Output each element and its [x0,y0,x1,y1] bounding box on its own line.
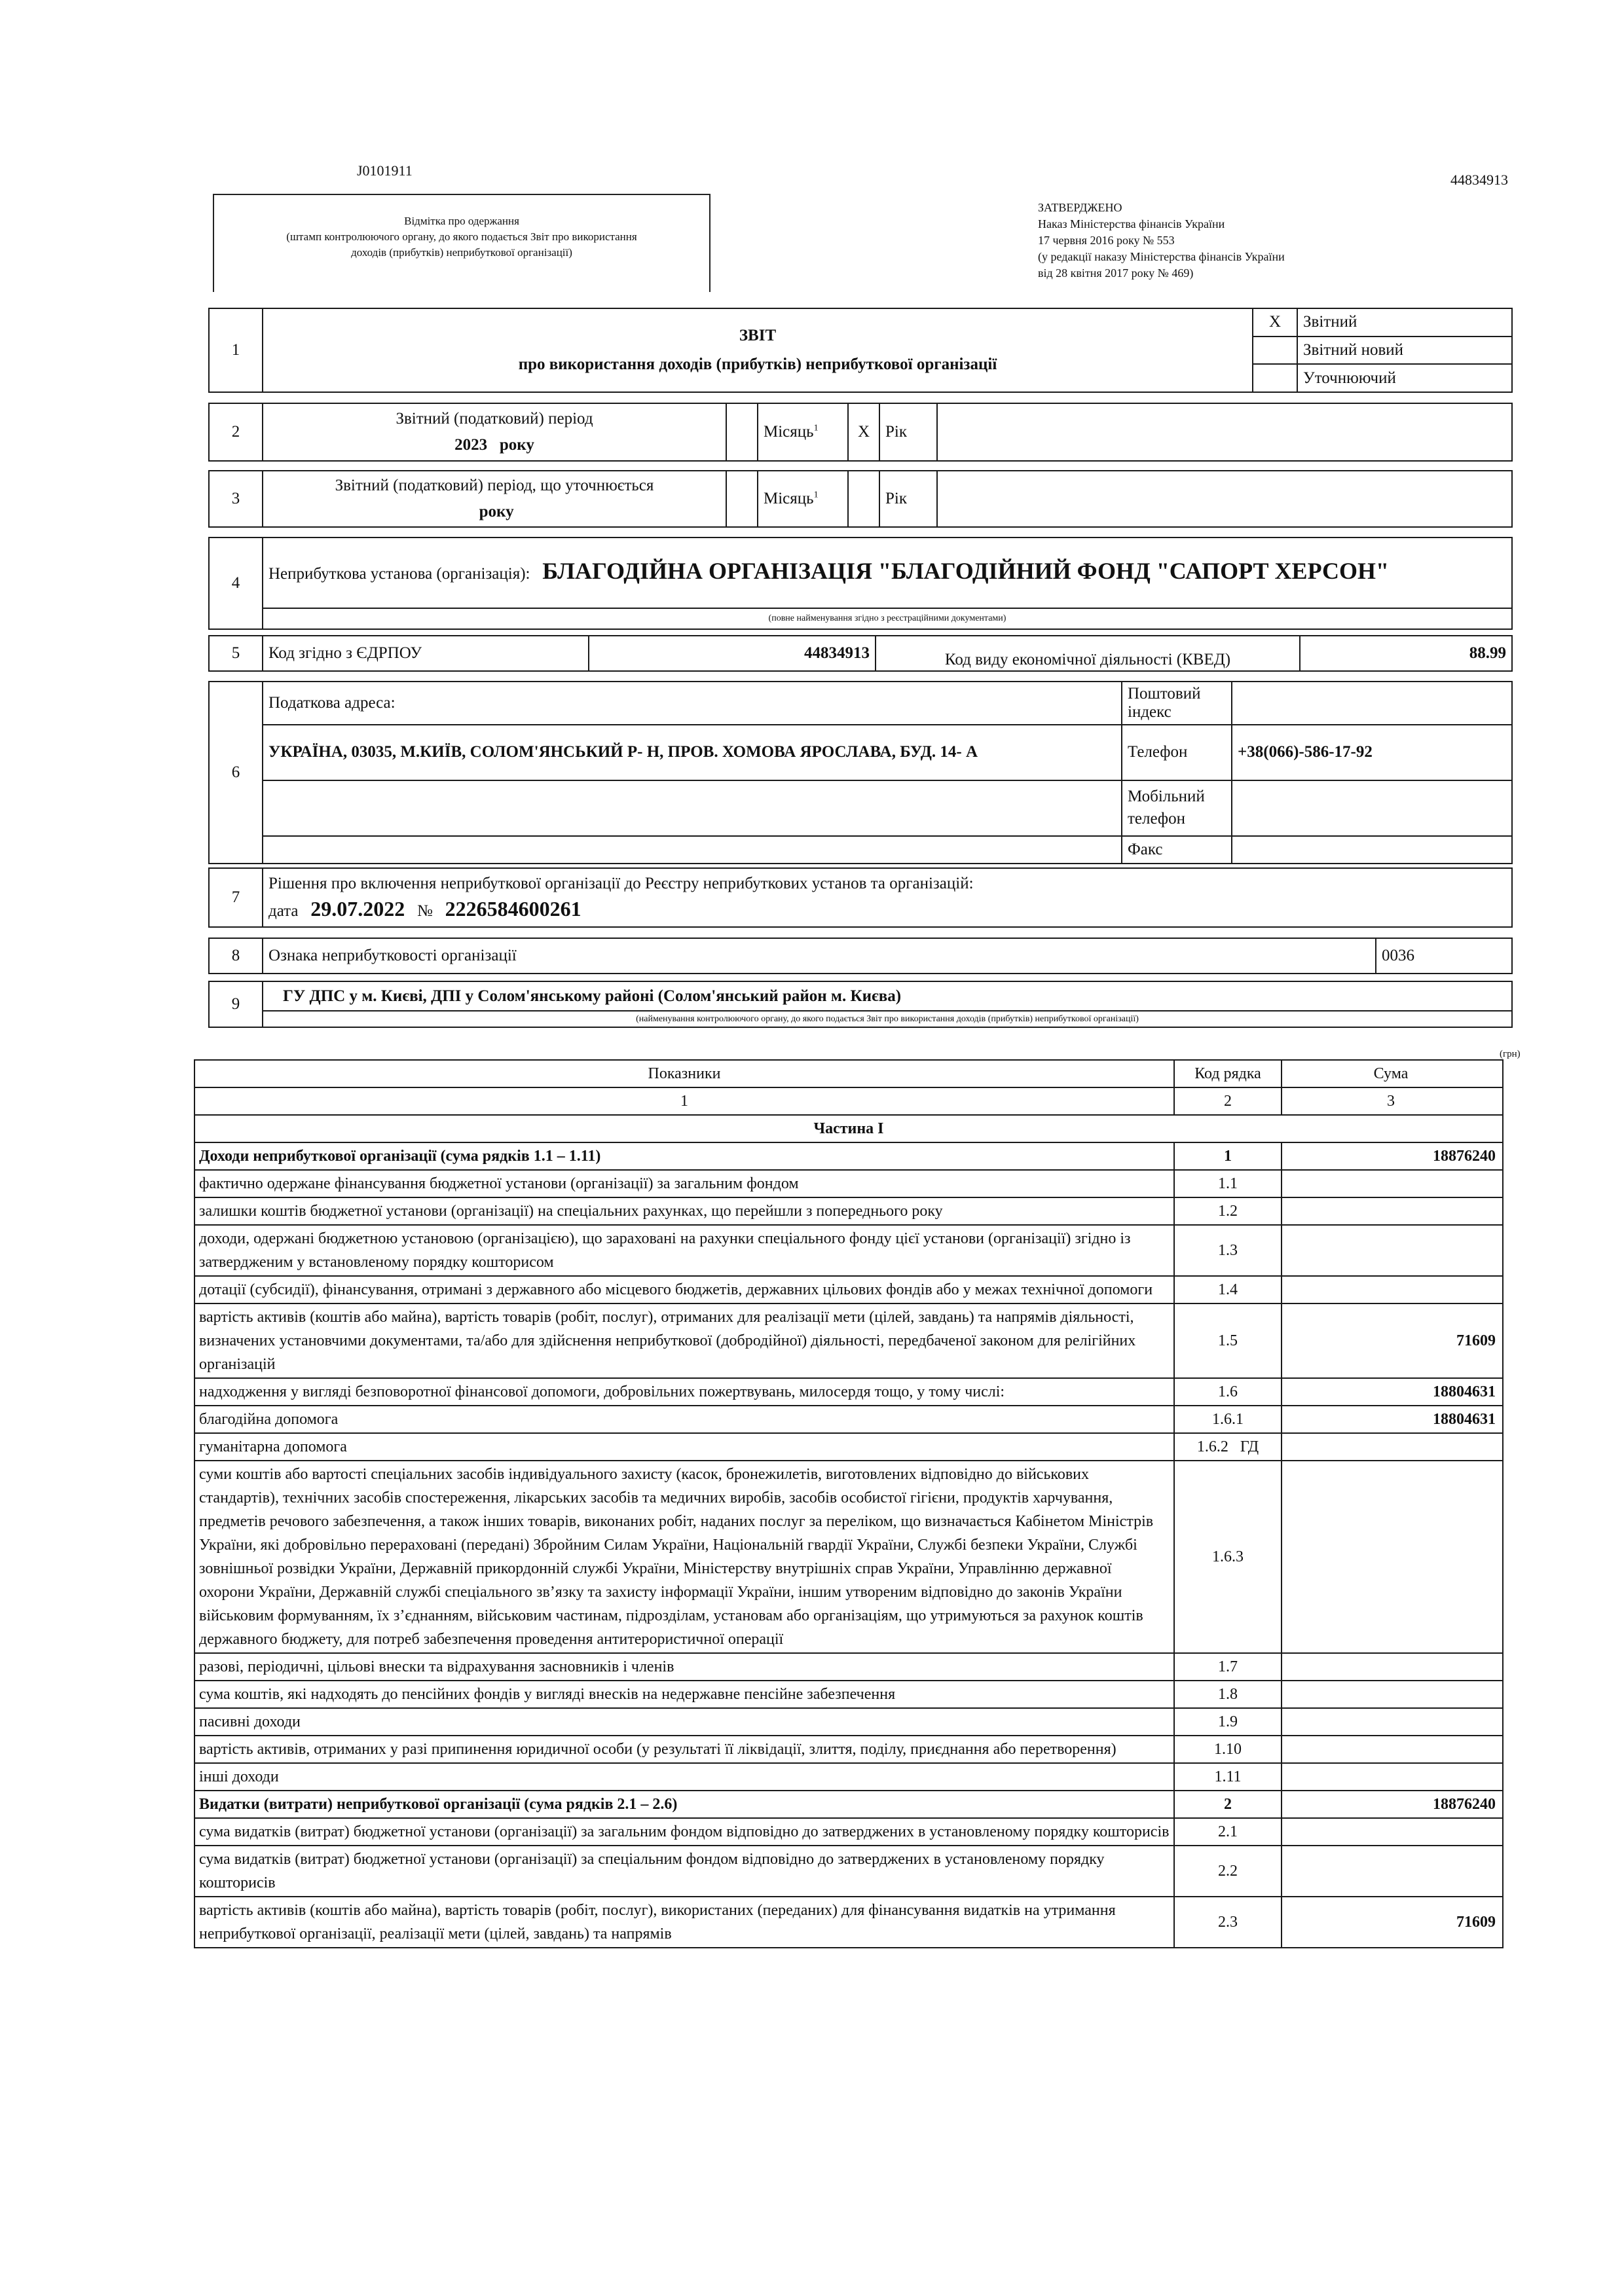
type-label-clarifying: Уточнюючий [1297,364,1512,392]
period-year[interactable]: 2023 [454,436,488,454]
row-sum[interactable] [1282,1846,1503,1897]
section-reporting-period [208,403,1513,462]
row-code: 1.10 [1174,1736,1282,1763]
section-tax-authority [208,981,1513,1028]
month-mark[interactable] [726,471,758,527]
row-label: дотації (субсидії), фінансування, отримані з державного або місцевого бюджетів, державних цільових фондів або у межах технічної допомоги [194,1276,1174,1303]
part-title: Частина І [194,1115,1503,1142]
period-label-cell [263,403,726,461]
row-code: 1.7 [1174,1653,1282,1681]
kved-label: Код виду економічної діяльності (КВЕД) [876,636,1300,671]
row-code: 1.2 [1174,1197,1282,1225]
row-label: Видатки (витрати) неприбуткової організації (сума рядків 2.1 – 2.6) [194,1791,1174,1818]
row-code: 1.3 [1174,1225,1282,1276]
currency-unit: (грн) [1500,1049,1521,1059]
row-code: 2 [1174,1791,1282,1818]
row-code: 1.5 [1174,1303,1282,1378]
kved-value: 88.99 [1300,636,1512,671]
approved-line-4: (у редакції наказу Міністерства фінансів України [1038,250,1285,263]
row-label: вартість активів, отриманих у разі припинення юридичної особи (у результаті її ліквідації, злиття, поділу, приєднання або перетворення) [194,1736,1174,1763]
org-label: Неприбуткова установа (організація): [268,565,530,583]
row-sum[interactable] [1282,1763,1503,1791]
row-sum[interactable] [1282,1653,1503,1681]
fax-label: Факс [1122,836,1232,864]
type-label-reporting: Звітний [1297,308,1512,337]
section-number: 5 [209,636,263,671]
tax-authority-name: ГУ ДПС у м. Києві, ДПІ у Солом'янському районі (Солом'янський район м. Києва) [263,981,1512,1011]
month-footnote: 1 [813,490,819,500]
edrpou-value: 44834913 [589,636,876,671]
edrpou-label: Код згідно з ЄДРПОУ [263,636,589,671]
mobile-value [1232,780,1512,836]
date-value: 29.07.2022 [310,897,405,920]
row-label: залишки коштів бюджетної установи (організації) на спеціальних рахунках, що перейшли з попереднього року [194,1197,1174,1225]
org-name: БЛАГОДІЙНА ОРГАНІЗАЦІЯ "БЛАГОДІЙНИЙ ФОНД "САПОРТ ХЕРСОН" [542,558,1389,585]
table-row [194,1681,1503,1708]
table-row [194,1378,1503,1406]
row-sum[interactable] [1282,1461,1503,1653]
tax-authority-note: (найменування контролюючого органу, до якого подається Звіт про використання доходів (прибутків) неприбуткової організації) [263,1011,1512,1027]
section-number: 3 [209,471,263,527]
section-organization [208,537,1513,630]
address-extra [263,780,1122,836]
clarified-label-cell [263,471,726,527]
type-label-new: Звітний новий [1297,337,1512,365]
row-label: гуманітарна допомога [194,1433,1174,1461]
row-sum[interactable] [1282,1197,1503,1225]
section-clarified-period [208,470,1513,528]
stamp-line-2: (штамп контролюючого органу, до якого подається Звіт про використання [286,230,637,243]
row-sum[interactable] [1282,1681,1503,1708]
row-code: 1 [1174,1142,1282,1170]
nonprofit-sign-label: Ознака неприбутковості організації [263,938,1376,974]
row-code: 1.6 [1174,1378,1282,1406]
table-row [194,1461,1503,1653]
row-code: 1.11 [1174,1763,1282,1791]
address-label: Податкова адреса: [263,682,1122,725]
row-code: 1.8 [1174,1681,1282,1708]
phone-label: Телефон [1122,725,1232,780]
registry-cell [263,868,1512,927]
month-label-cell [758,471,848,527]
row-code: 1.6.3 [1174,1461,1282,1653]
section-number: 4 [209,538,263,629]
indicators-table [194,1059,1504,1948]
table-row [194,1433,1503,1461]
stamp-line-1: Відмітка про одержання [404,215,519,227]
year-mark[interactable]: X [848,403,879,461]
postal-value [1232,682,1512,725]
row-label: благодійна допомога [194,1406,1174,1433]
month-footnote: 1 [813,423,819,433]
row-sum[interactable]: 18804631 [1282,1406,1503,1433]
table-row [194,1818,1503,1846]
type-mark-reporting[interactable]: X [1253,308,1297,337]
header-sum: Сума [1282,1060,1503,1087]
row-sum[interactable]: 18876240 [1282,1791,1503,1818]
clarified-year-suffix: року [479,503,514,520]
header-code: Код рядка [1174,1060,1282,1087]
row-sum[interactable] [1282,1736,1503,1763]
table-row [194,1653,1503,1681]
section-registry-decision [208,867,1513,928]
table-row [194,1791,1503,1818]
table-row [194,1708,1503,1736]
period-label: Звітний (податковий) період [396,410,593,428]
row-code: 1.1 [1174,1170,1282,1197]
org-note: (повне найменування згідно з реєстраційними документами) [263,608,1512,629]
row-label: вартість активів (коштів або майна), вартість товарів (робіт, послуг), отриманих для реалізації мети (цілей, завдань) та напрямів діяльності, визначених установчими документами, та/або для здійснення неприбуткової (добродійної) діяльності, передбаченої законом для релігійних організацій [194,1303,1174,1378]
year-label: Рік [879,403,937,461]
row-label: доходи, одержані бюджетною установою (організацією), що зараховані на рахунки спеціального фонду цієї установи (організації) згідно із затвердженим у встановленому порядку кошторисом [194,1225,1174,1276]
type-mark-clarifying[interactable] [1253,364,1297,392]
row-label: вартість активів (коштів або майна), вартість товарів (робіт, послуг), використаних (переданих) для фінансування видатків на утримання неприбуткової організації, реалізації мети (цілей, завдань) та напрямів [194,1897,1174,1948]
row-label: пасивні доходи [194,1708,1174,1736]
postal-label: Поштовий індекс [1122,682,1232,725]
empty-cell [937,471,1512,527]
section-codes [208,635,1513,672]
table-row [194,1897,1503,1948]
row-code: 2.1 [1174,1818,1282,1846]
row-code: 1.9 [1174,1708,1282,1736]
month-label: Місяць [764,490,814,507]
year-mark[interactable] [848,471,879,527]
approval-note [1038,200,1285,282]
row-sum[interactable]: 18804631 [1282,1378,1503,1406]
row-code: 2.2 [1174,1846,1282,1897]
approved-line-3: 17 червня 2016 року № 553 [1038,234,1175,247]
table-header-numbers-row [194,1087,1503,1115]
table-row [194,1170,1503,1197]
part-title-row [194,1115,1503,1142]
nonprofit-sign-value: 0036 [1376,938,1512,974]
row-label: разові, періодичні, цільові внески та відрахування засновників і членів [194,1653,1174,1681]
header-num-1: 1 [194,1087,1174,1115]
table-row [194,1763,1503,1791]
table-row [194,1846,1503,1897]
row-code: 1.6.1 [1174,1406,1282,1433]
row-sum[interactable] [1282,1276,1503,1303]
section-number: 9 [209,981,263,1027]
table-row [194,1197,1503,1225]
table-row [194,1736,1503,1763]
section-number: 1 [209,308,263,392]
decision-number: 2226584600261 [445,897,581,920]
row-label: інші доходи [194,1763,1174,1791]
mobile-label: Мобільний телефон [1122,780,1232,836]
row-label: Доходи неприбуткової організації (сума рядків 1.1 – 1.11) [194,1142,1174,1170]
section-nonprofit-sign [208,938,1513,974]
form-code: J0101911 [357,162,413,179]
year-label: Рік [879,471,937,527]
report-subtitle: про використання доходів (прибутків) неприбуткової організації [518,355,997,373]
section-number: 8 [209,938,263,974]
stamp-line-3: доходів (прибутків) неприбуткової організації) [351,246,572,259]
approved-line-2: Наказ Міністерства фінансів України [1038,217,1225,230]
date-label: дата [268,902,299,920]
row-sum[interactable]: 18876240 [1282,1142,1503,1170]
approved-title: ЗАТВЕРДЖЕНО [1038,201,1122,214]
row-code: 2.3 [1174,1897,1282,1948]
table-row [194,1142,1503,1170]
empty-cell [937,403,1512,461]
row-label: сума видатків (витрат) бюджетної установи (організації) за загальним фондом відповідно до затверджених в установленому порядку кошторисів [194,1818,1174,1846]
row-sum[interactable] [1282,1225,1503,1276]
header-indicators: Показники [194,1060,1174,1087]
month-label: Місяць [764,423,814,441]
row-sum[interactable] [1282,1433,1503,1461]
section-report-type [208,308,1513,393]
clarified-label: Звітний (податковий) період, що уточнюється [335,477,654,494]
row-sum[interactable] [1282,1708,1503,1736]
table-header-row [194,1060,1503,1087]
report-title-cell [263,308,1253,392]
row-label: суми коштів або вартості спеціальних засобів індивідуального захисту (касок, бронежилетів, виготовлених відповідно до військових стандартів), технічних засобів спостереження, лікарських засобів та медичних виробів, засобів особистої гігієни, продуктів харчування, предметів речового забезпечення, а також інших товарів, виконаних робіт, наданих послуг за переліком, що визначається Кабінетом Міністрів України, які добровільно перераховані (передані) Збройним Силам України, Національній гвардії України, Службі безпеки України, Службі зовнішньої розвідки України, Державній прикордонній службі України, Міністерству внутрішніх справ України, Управлінню державної охорони України, Державній службі спеціального зв’язку та захисту інформації України, іншим утвореним відповідно до законів України військовим формуванням, їх з’єднанням, військовим частинам, підрозділам, установам або організаціям, що утримуються за рахунок коштів державного бюджету, для потреб забезпечення проведення антитерористичної операції [194,1461,1174,1653]
row-code: 1.6.2 ГД [1174,1433,1282,1461]
row-sum[interactable] [1282,1170,1503,1197]
type-mark-new[interactable] [1253,337,1297,365]
table-row [194,1303,1503,1378]
org-cell [263,538,1512,608]
receipt-stamp-box [213,194,710,292]
row-label: надходження у вигляді безповоротної фінансової допомоги, добровільних пожертвувань, милосердя тощо, у тому числі: [194,1378,1174,1406]
number-label: № [417,902,433,920]
report-title: ЗВІТ [739,327,777,344]
approved-line-5: від 28 квітня 2017 року № 469) [1038,266,1194,280]
registry-label: Рішення про включення неприбуткової організації до Реєстру неприбуткових установ та організацій: [268,875,974,892]
header-num-3: 3 [1282,1087,1503,1115]
row-label: сума видатків (витрат) бюджетної установи (організації) за спеціальним фондом відповідно до затверджених в установленому порядку кошторисів [194,1846,1174,1897]
table-row [194,1406,1503,1433]
phone-value: +38(066)-586-17-92 [1232,725,1512,780]
row-code: 1.4 [1174,1276,1282,1303]
fax-value [1232,836,1512,864]
row-label: сума коштів, які надходять до пенсійних фондів у вигляді внесків на недержавне пенсійне забезпечення [194,1681,1174,1708]
month-label-cell [758,403,848,461]
section-address [208,681,1513,864]
month-mark[interactable] [726,403,758,461]
address-extra-2 [263,836,1122,864]
row-sum[interactable]: 71609 [1282,1897,1503,1948]
period-year-suffix: року [499,436,534,454]
row-sum[interactable]: 71609 [1282,1303,1503,1378]
table-row [194,1276,1503,1303]
header-num-2: 2 [1174,1087,1282,1115]
section-number: 7 [209,868,263,927]
section-number: 2 [209,403,263,461]
row-sum[interactable] [1282,1818,1503,1846]
address-value: УКРАЇНА, 03035, М.КИЇВ, СОЛОМ'ЯНСЬКИЙ Р- Н, ПРОВ. ХОМОВА ЯРОСЛАВА, БУД. 14- А [263,725,1122,780]
edrpou-top: 44834913 [1450,172,1508,188]
section-number: 6 [209,682,263,864]
row-label: фактично одержане фінансування бюджетної установи (організації) за загальним фондом [194,1170,1174,1197]
table-row [194,1225,1503,1276]
